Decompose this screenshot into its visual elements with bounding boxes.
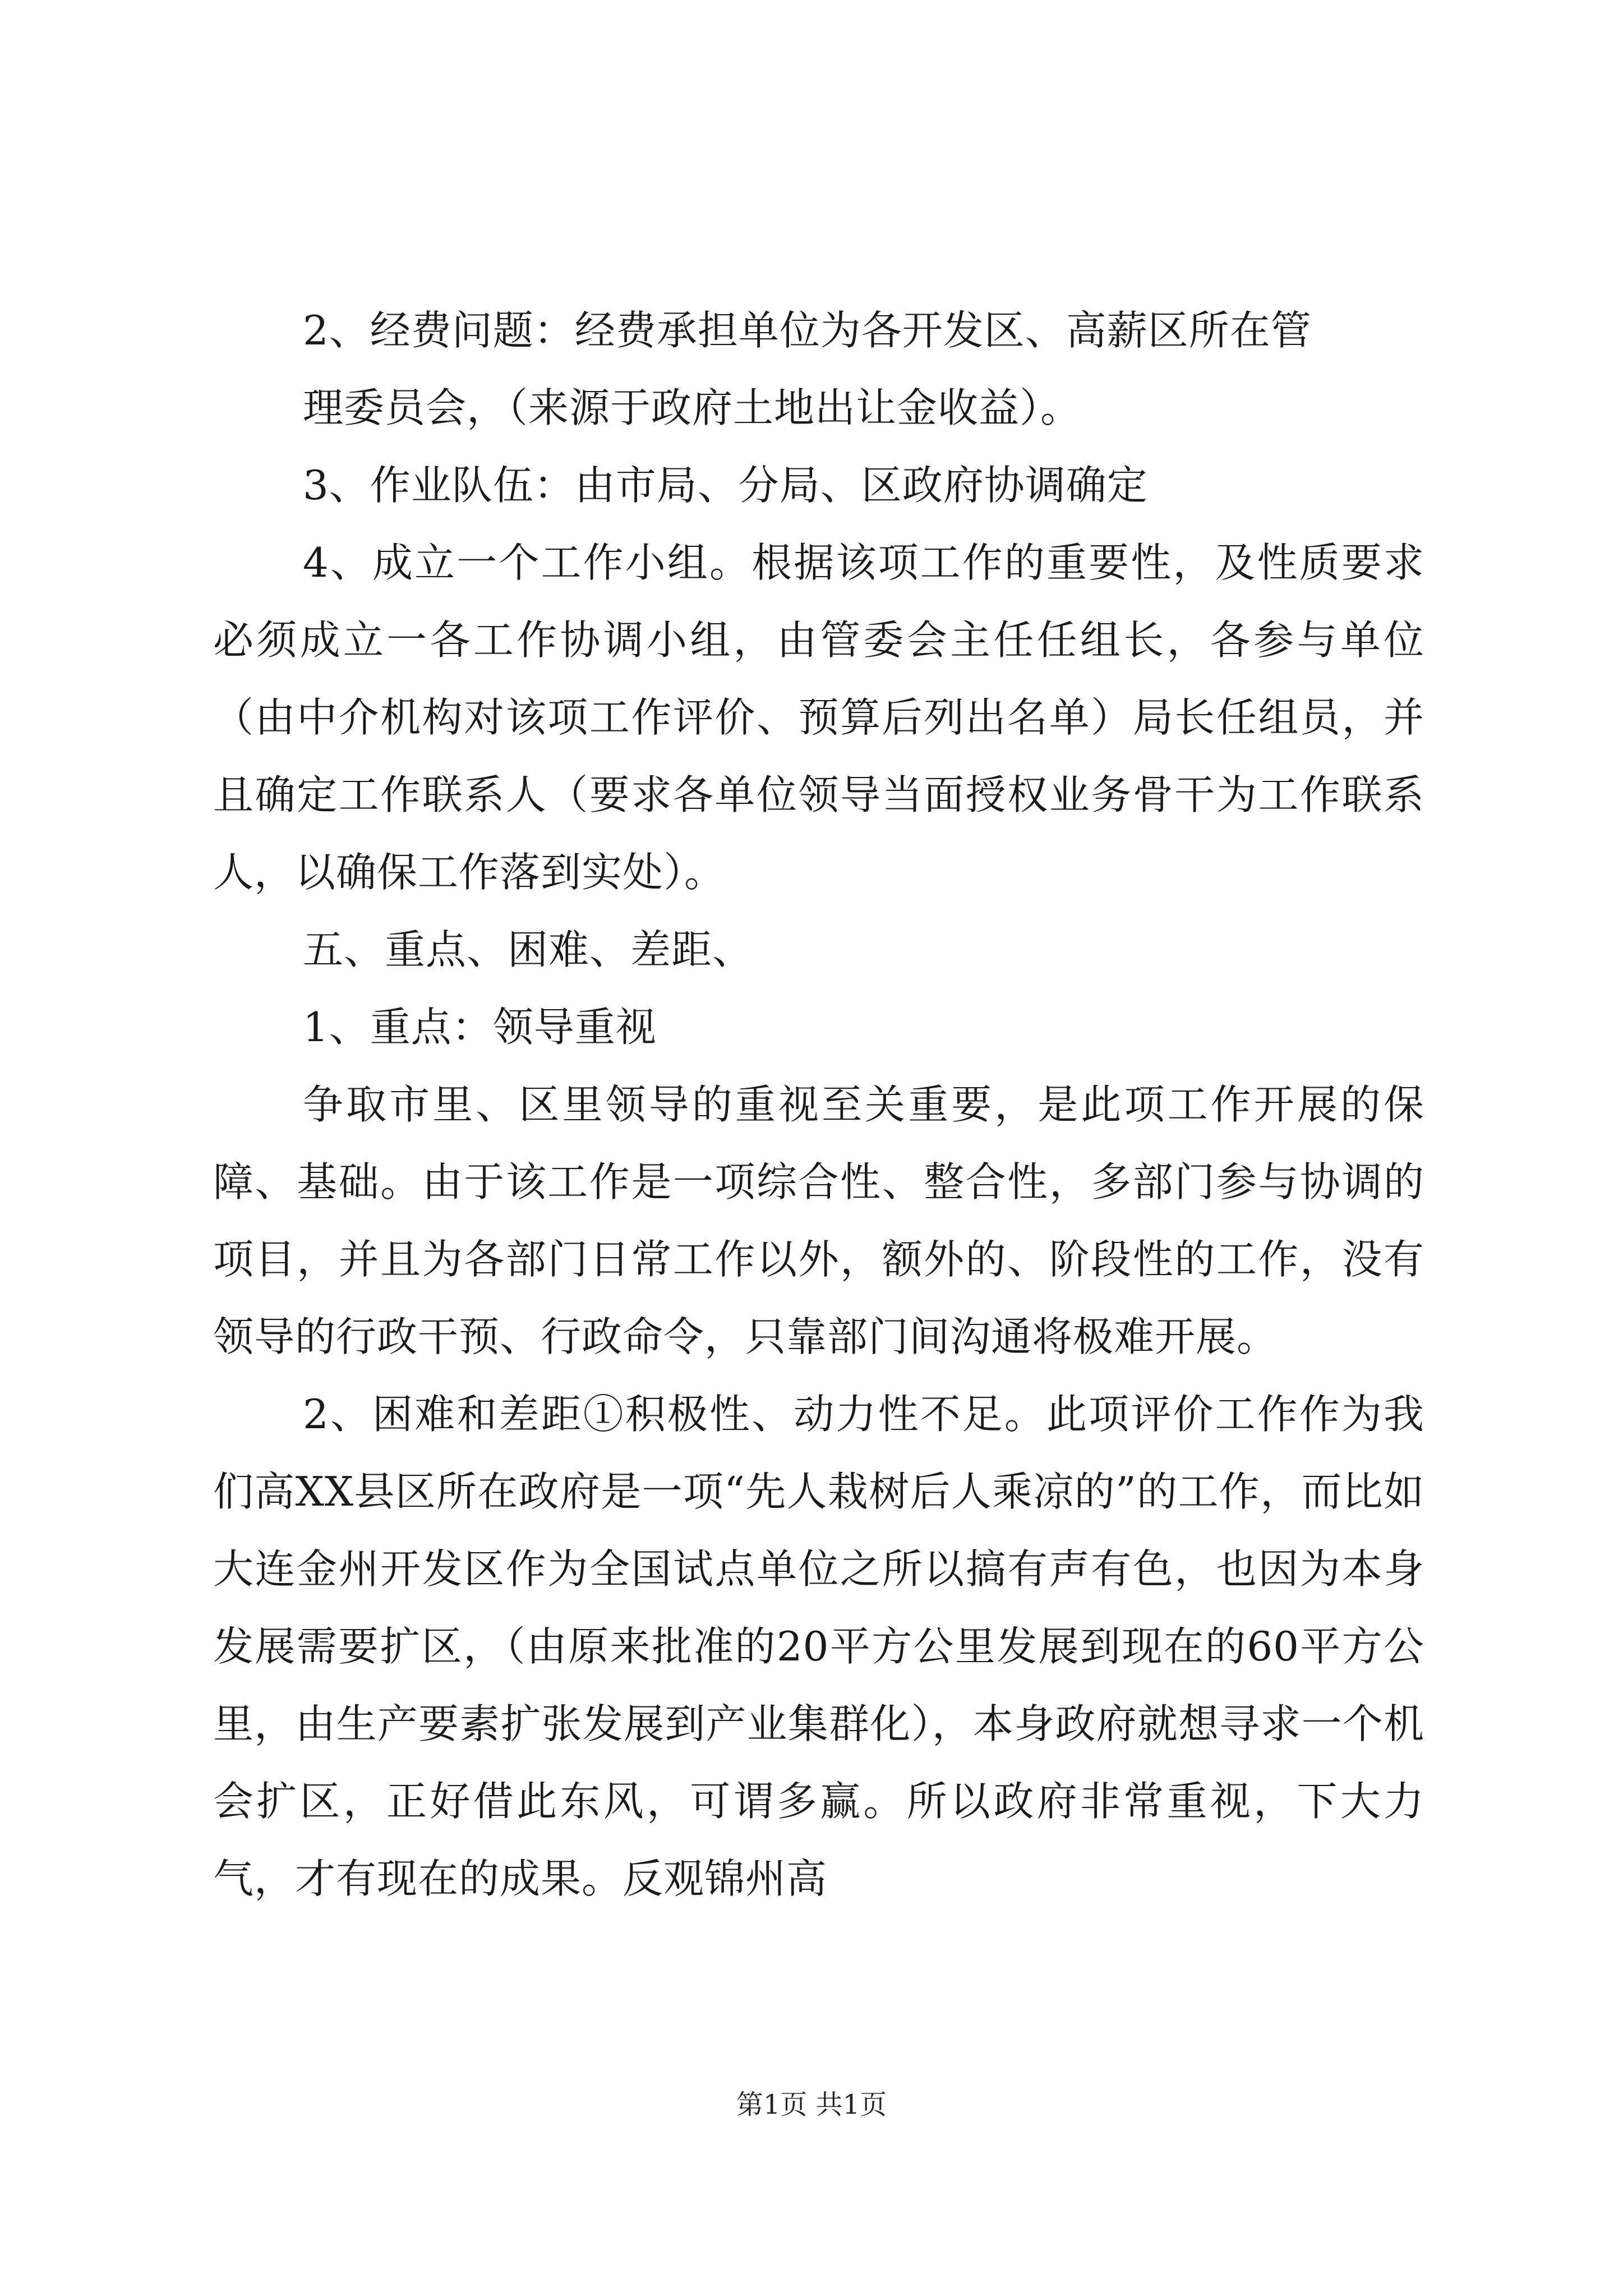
paragraph-difficulties: 2、困难和差距①积极性、动力性不足。此项评价工作作为我们高XX县区所在政府是一项“先人栽树后人乘凉的”的工作，而比如大连金州开发区作为全国试点单位之所以搞有声有色，也因为本身发展需要扩区，（由原来批准的20平方公里发展到现在的60平方公里，由生产要素扩张发展到产业集群化），本身政府就想寻求一个机会扩区，正好借此东风，可谓多赢。所以政府非常重视，下大力气，才有现在的成果。反观锦州高 xyxy=(213,1391,1424,1902)
paragraph-funding: 2、经费问题：经费承担单位为各开发区、高薪区所在管 xyxy=(303,307,1312,354)
paragraph-working-group: 4、成立一个工作小组。根据该项工作的重要性，及性质要求必须成立一各工作协调小组，由管委会主任任组长，各参与单位（由中介机构对该项工作评价、预算后列出名单）局长任组员，并且确定工作联系人（要求各单位领导当面授权业务骨干为工作联系人，以确保工作落到实处）。 xyxy=(213,539,1424,896)
paragraph-funding-continued: 理委员会，（来源于政府土地出让金收益）。 xyxy=(303,384,1082,431)
paragraph-key-point: 1、重点：领导重视 xyxy=(303,1004,657,1051)
page-footer: 第1页 共1页 xyxy=(736,2089,887,2120)
paragraph-leadership: 争取市里、区里领导的重视至关重要，是此项工作开展的保障、基础。由于该工作是一项综合性、整合性，多部门参与协调的项目，并且为各部门日常工作以外，额外的、阶段性的工作，没有领导的行政干预、行政命令，只靠部门间沟通将极难开展。 xyxy=(213,1081,1424,1360)
document-body xyxy=(213,292,1424,1917)
paragraph-team: 3、作业队伍：由市局、分局、区政府协调确定 xyxy=(303,462,1148,509)
section-heading-key-points: 五、重点、困难、差距、 xyxy=(303,926,754,973)
